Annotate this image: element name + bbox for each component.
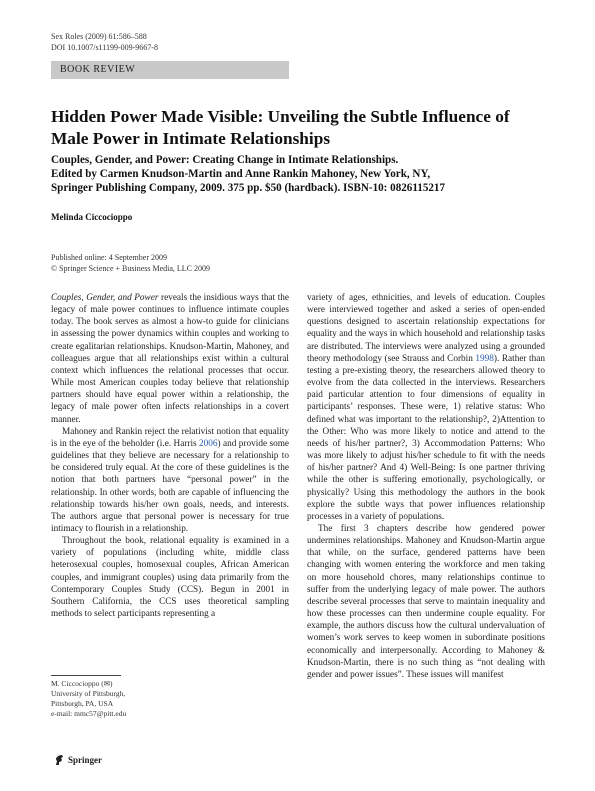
book-info — [51, 153, 551, 195]
footnote-name: M. Ciccocioppo (✉) — [51, 679, 113, 688]
book-info-line-1: Couples, Gender, and Power: Creating Change in Intimate Relationships. — [51, 154, 399, 166]
section-label-bar — [51, 61, 289, 79]
paragraph: The first 3 chapters describe how gendered power undermines relationships. Mahoney and Knudson-Martin argue that while, on the surface, gendered patterns have been changing with women entering the workforce and men taking on more household chores, many relationships continue to suffer from the underlying legacy of male power. The authors describe several processes that serve to maintain inequality and how these processes can then undermine couple equality. For example, the authors discuss how the cultural undervaluation of women’s work serves to keep women in subordinate positions economically and interpersonally. According to Mahoney & Knudson-Martin, there is no such thing as “not dealing with gender and power issues”. These issues will manifest — [307, 523, 545, 680]
published-online: Published online: 4 September 2009 — [51, 253, 167, 262]
journal-doi: DOI 10.1007/s11199-009-9667-8 — [51, 43, 158, 52]
book-title-italic: Couples, Gender, and Power — [51, 293, 159, 303]
footnote-city: Pittsburgh, PA, USA — [51, 699, 114, 708]
journal-header — [51, 31, 158, 53]
book-info-line-2: Edited by Carmen Knudson-Martin and Anne Rankin Mahoney, New York, NY, — [51, 168, 431, 180]
journal-citation: Sex Roles (2009) 61:586–588 — [51, 32, 147, 41]
book-info-line-3: Springer Publishing Company, 2009. 375 pp. $50 (hardback). ISBN-10: 0826115217 — [51, 182, 446, 194]
springer-horse-logo-icon — [54, 754, 65, 766]
paragraph: Couples, Gender, and Power reveals the insidious ways that the legacy of male power continues to influence intimate couples today. The book serves as almost a how-to guide for clinicians in assessing the power dynamics within couples and working to create egalitarian relationships. Knudson-Martin, Mahoney, and colleagues argue that all relationships exist within a cultural context which influences the relational processes that occur. While most American couples today believe that relationship partners should have equal power within a relationship, the legacy of male power often infects relationships in a covert manner. — [51, 293, 289, 425]
left-column — [51, 292, 289, 620]
copyright: © Springer Science + Business Media, LLC 2009 — [51, 264, 211, 273]
footnote-email[interactable]: e-mail: mmc57@pitt.edu — [51, 709, 127, 718]
section-label: BOOK REVIEW — [60, 64, 136, 75]
publisher-logo — [51, 753, 102, 767]
footnote-divider — [51, 675, 121, 676]
article-title: Hidden Power Made Visible: Unveiling the Subtle Influence of Male Power in Intimate Relationships — [51, 107, 510, 148]
paragraph: Mahoney and Rankin reject the relativist notion that equality is in the eye of the beholder (i.e. Harris 2006) and provide some guidelines that they believe are necessary for a relationship to be considered truly equal. At the core of these guidelines is the notion that both partners have “personal power” in the relationship. In other words, both are capable of influencing the relationship towards his/her own goals, needs, and interests. The authors argue that personal power is necessary for true intimacy to flourish in a relationship. — [51, 426, 289, 534]
author-name: Melinda Ciccocioppo — [51, 212, 133, 222]
paragraph: Throughout the book, relational equality is examined in a variety of populations (including white, middle class heterosexual couples, homosexual couples, African American couples, and immigrant couples) using data primarily from the Contemporary Couples Study (CCS). Begun in 2001 in Southern California, the CCS uses theoretical sampling methods to select participants representing a — [51, 536, 289, 620]
author-footnote — [51, 679, 126, 719]
publisher-name: Springer — [68, 755, 103, 765]
paragraph: variety of ages, ethnicities, and levels of education. Couples were interviewed together and asked a series of open-ended questions designed to ascertain relationship expectations for equality and the ways in which household and relationship tasks are distributed. The interviews were analyzed using a grounded theory methodology (see Strauss and Corbin 1998). Rather than testing a pre-existing theory, the researchers allowed theory to evolve from the data collected in the interviews. Researchers paid particular attention to four dimensions of equality in participants’ responses. These were, 1) relative status: Who defined what was important to the relationship?, 2)Attention to the Other: Who was more likely to notice and attend to the needs of his/her partner?, 3) Accommodation Patterns: Who was more likely to adjust his/her schedule to fit with the needs of his/her partner? And 4) Well-Being: Is one partner thriving while the other is suffering emotionally, psychologically, or physically? Using this methodology the authors in the book explore the subtle ways that power influences relationship processes in a variety of populations. — [307, 293, 545, 522]
publication-info — [51, 252, 210, 274]
citation-link[interactable]: 1998 — [475, 353, 494, 364]
right-column — [307, 292, 545, 681]
footnote-affiliation: University of Pittsburgh, — [51, 689, 126, 698]
citation-link[interactable]: 2006 — [199, 438, 218, 449]
